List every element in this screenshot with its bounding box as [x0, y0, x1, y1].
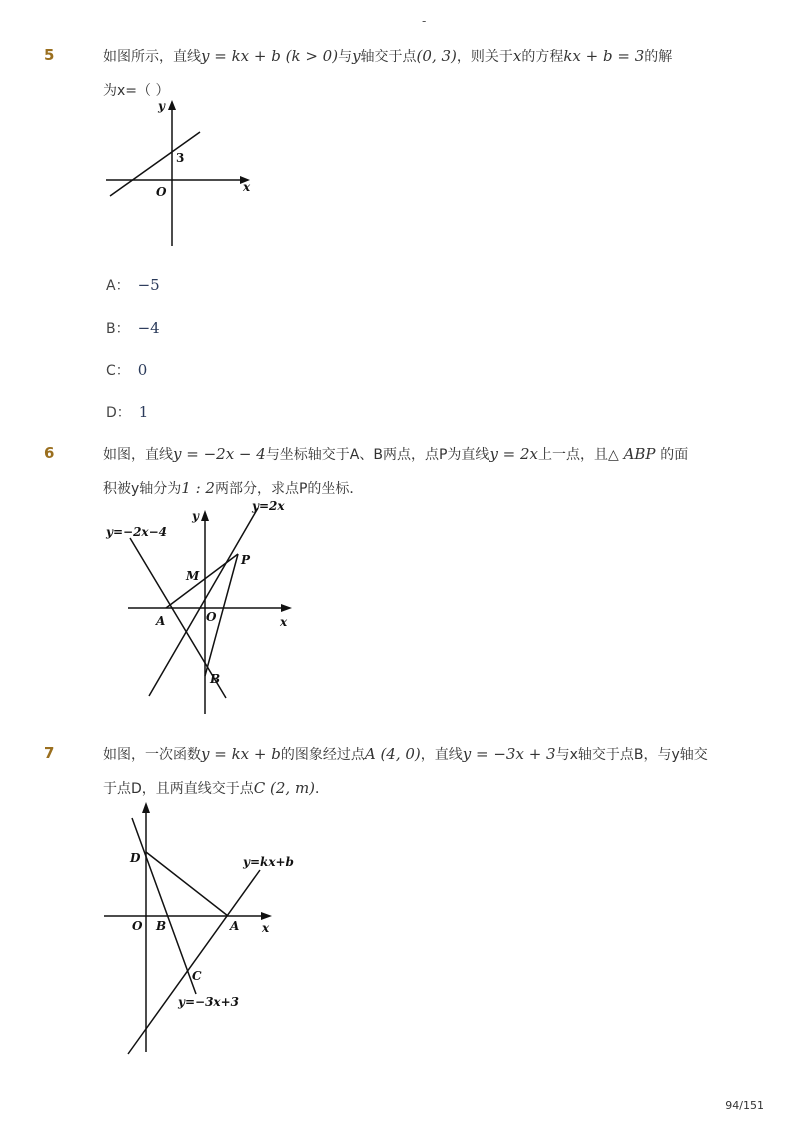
origin-label: O [206, 610, 217, 624]
x-axis-arrow-icon [261, 912, 272, 920]
math-expression: 1 : 2 [181, 479, 215, 497]
y-axis-arrow-icon [201, 510, 209, 521]
top-mark: - [422, 14, 427, 28]
question-text-segment: ，直线 [420, 747, 463, 763]
option-value: 1 [138, 403, 149, 421]
intercept-label: 3 [176, 151, 185, 165]
math-expression: x [512, 47, 522, 65]
question-text-line2 [103, 478, 363, 498]
question-text-segment: ． [315, 781, 330, 797]
option-b[interactable] [106, 318, 160, 338]
math-expression: (k > 0) [280, 47, 339, 65]
option-value: 0 [137, 361, 148, 379]
question-text-segment: ，则关于 [456, 49, 513, 65]
point-p-label: P [241, 553, 251, 567]
page-number: 94/151 [725, 1099, 764, 1112]
option-value: −5 [137, 276, 160, 294]
q6-figure [100, 496, 300, 718]
option-label: D： [106, 405, 131, 421]
line-label-2x: y=2x [252, 499, 285, 513]
question-text-segment: 上一点，且△ [538, 447, 619, 463]
option-label: B： [106, 321, 130, 337]
math-expression: C (2, m) [253, 779, 316, 797]
line-label-neg3x: y=−3x+3 [178, 995, 239, 1009]
option-a[interactable] [106, 275, 160, 295]
math-expression: y = −2x − 4 [173, 445, 266, 463]
math-expression: kx + b = 3 [563, 47, 645, 65]
option-d[interactable] [106, 402, 148, 422]
point-b-label: B [156, 919, 167, 933]
x-axis-arrow-icon [281, 604, 292, 612]
question-number: 7 [44, 744, 55, 762]
y-axis-label: y [158, 99, 165, 113]
question-text-line1 [103, 744, 708, 764]
x-axis-label: x [280, 615, 288, 629]
point-a-label: A [230, 919, 240, 933]
q7-figure [100, 796, 300, 1058]
question-text-segment: 的解 [644, 49, 673, 65]
y-axis-arrow-icon [142, 802, 150, 813]
math-expression: y = kx + b [201, 745, 281, 763]
segment-da [146, 852, 228, 916]
x-axis-label: x [243, 180, 251, 194]
point-a-label: A [156, 614, 166, 628]
math-expression: y = kx + b [201, 47, 281, 65]
line-neg3x-plus3 [132, 818, 196, 994]
point-c-label: C [192, 969, 202, 983]
math-expression: ABP [618, 445, 661, 463]
question-text-segment: 如图，一次函数 [103, 747, 201, 763]
math-expression: y [352, 47, 361, 65]
question-text-line2: 为x=（ ） [103, 83, 170, 99]
point-m-label: M [186, 569, 200, 583]
option-label: A： [106, 278, 130, 294]
y-axis-label: y [192, 509, 199, 523]
origin-label: O [156, 185, 167, 199]
math-expression: (0, 3) [416, 47, 457, 65]
line-kx-plus-b [110, 132, 200, 196]
math-expression: y = −3x + 3 [462, 745, 556, 763]
question-text-segment: 与x轴交于点B，与y轴交 [555, 747, 708, 763]
line-kx-plus-b [128, 870, 260, 1054]
option-label: C： [106, 363, 130, 379]
question-text-segment: 与坐标轴交于A、B两点，点P为直线 [265, 447, 490, 463]
point-d-label: D [130, 851, 141, 865]
question-number: 5 [44, 46, 55, 64]
question-text-line2 [103, 778, 329, 798]
question-text-segment: 于点D，且两直线交于点 [103, 781, 254, 797]
line-label-neg2x: y=−2x−4 [106, 525, 167, 539]
question-text-segment: 两部分，求点P的坐标． [214, 481, 364, 497]
origin-label: O [132, 919, 143, 933]
question-text-segment: 与 [338, 49, 353, 65]
question-text-segment: 如图所示，直线 [103, 49, 201, 65]
question-text-segment: 的面 [660, 447, 689, 463]
math-expression: y = 2x [489, 445, 539, 463]
question-text-segment: 积被y轴分为 [103, 481, 182, 497]
question-number: 6 [44, 444, 55, 462]
line-label-kx: y=kx+b [243, 855, 294, 869]
option-value: −4 [137, 319, 160, 337]
question-text-segment: 的方程 [521, 49, 564, 65]
point-b-label: B [210, 672, 221, 686]
question-text-line1 [103, 444, 688, 464]
question-text-segment: 的图象经过点 [280, 747, 365, 763]
option-c[interactable] [106, 360, 147, 380]
x-axis-label: x [262, 921, 270, 935]
y-axis-arrow-icon [168, 100, 176, 110]
question-text-line1 [103, 46, 672, 66]
math-expression: A (4, 0) [364, 745, 421, 763]
question-text-segment: 如图，直线 [103, 447, 173, 463]
question-text-segment: 轴交于点 [360, 49, 417, 65]
q5-figure [100, 98, 260, 250]
segment-ap [166, 554, 238, 608]
